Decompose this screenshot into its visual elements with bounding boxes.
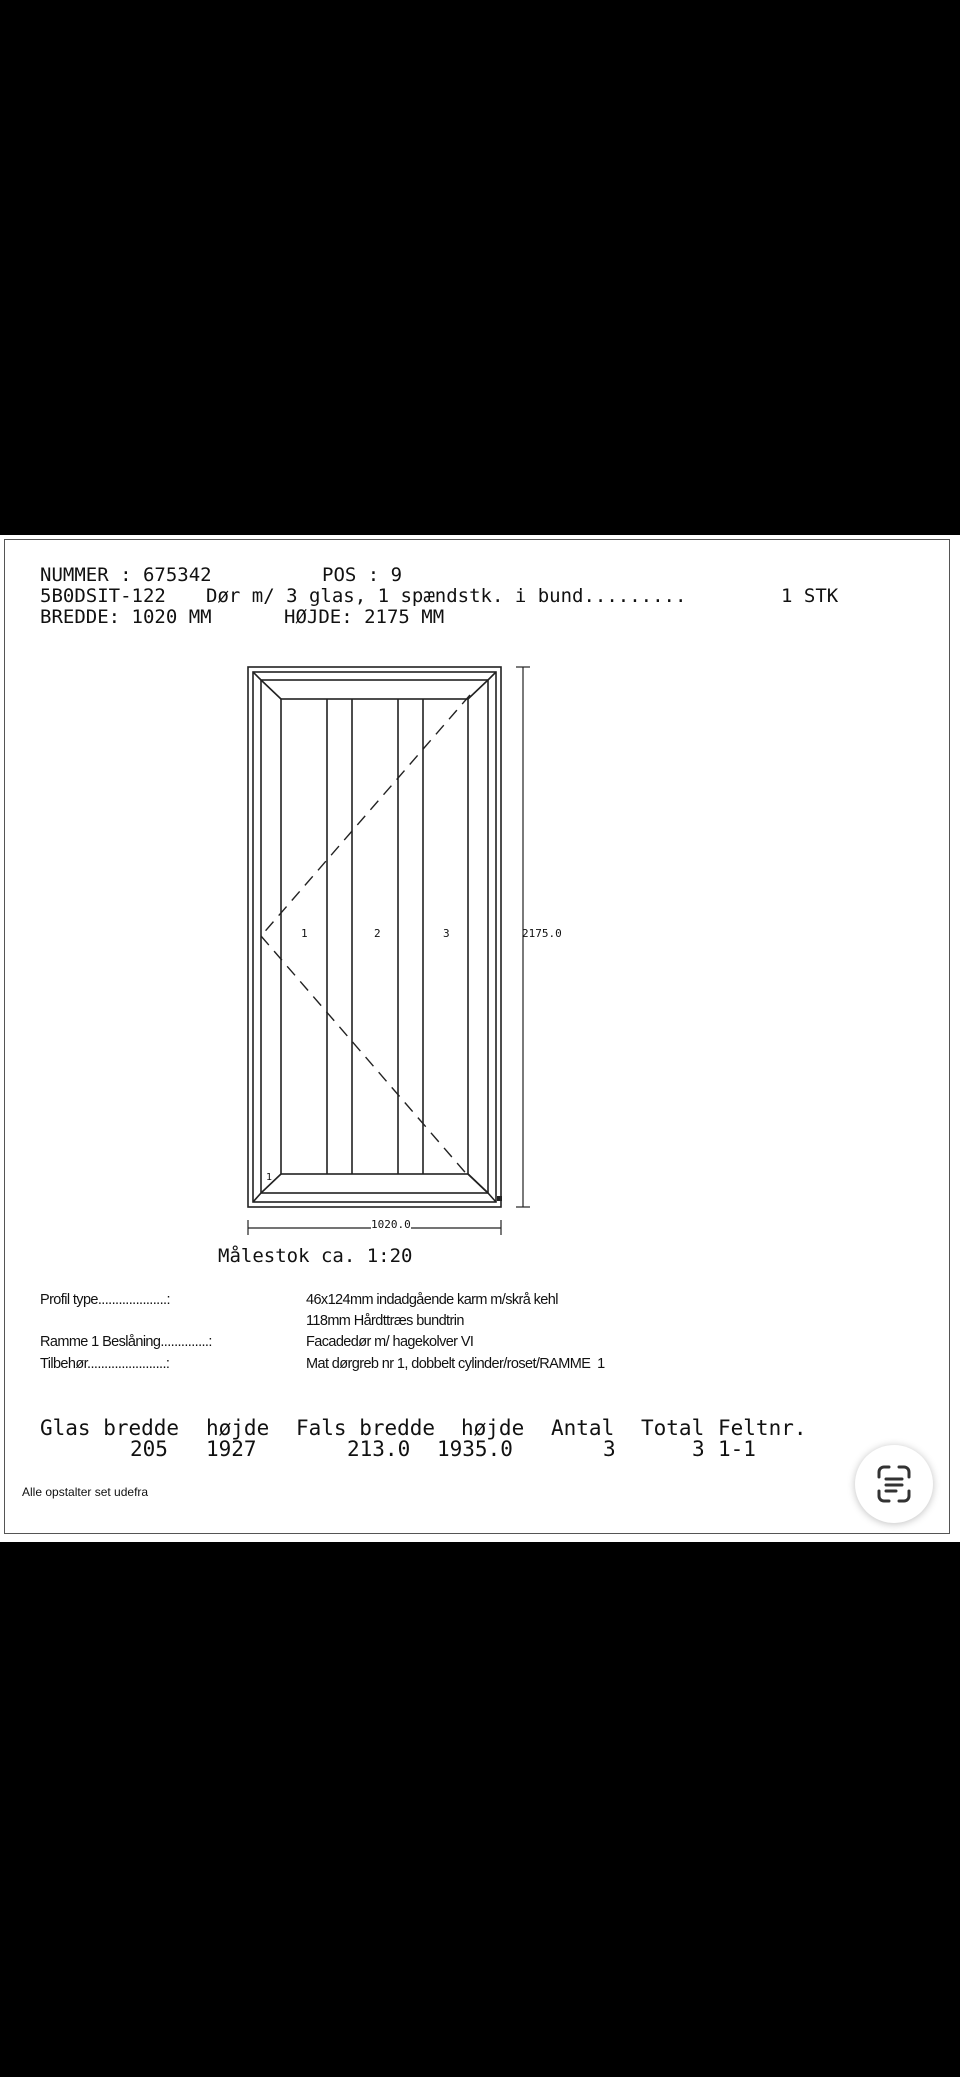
- product-code: 5B0DSIT-122: [40, 585, 166, 607]
- width-dimension: 1020.0: [371, 1218, 411, 1231]
- cell-fals-hojde: 1935.0: [437, 1437, 513, 1461]
- col-glas-bredde: Glas bredde: [40, 1416, 180, 1440]
- cell-antal: 3: [603, 1437, 616, 1461]
- pos-field: POS : 9: [322, 564, 403, 586]
- spec-value-accessories: Mat dørgreb nr 1, dobbelt cylinder/roset/RAMME 1: [306, 1356, 605, 1372]
- header-line-1: NUMMER : 675342: [40, 564, 212, 586]
- panel-label-1: 1: [301, 927, 308, 940]
- height-dimension: 2175.0: [522, 927, 562, 940]
- cell-total: 3: [692, 1437, 705, 1461]
- spec-label-profile: Profil type....................:: [40, 1292, 170, 1308]
- scale-label: Målestok ca. 1:20: [218, 1245, 413, 1267]
- order-number: 675342: [142, 564, 212, 586]
- col-fals-bredde: Fals bredde: [296, 1416, 436, 1440]
- cell-feltnr: 1-1: [718, 1437, 756, 1461]
- sash-label: 1: [266, 1172, 273, 1183]
- col-total: Total: [641, 1416, 705, 1440]
- spec-value-hardware: Facadedør m/ hagekolver VI: [306, 1334, 474, 1350]
- col-hojde: højde: [206, 1416, 270, 1440]
- spec-value-profile: 46x124mm indadgående karm m/skrå kehl: [306, 1292, 558, 1308]
- height-field: HØJDE: 2175 MM: [284, 606, 445, 628]
- col-feltnr: Feltnr.: [718, 1416, 807, 1440]
- spec-label-hardware: Ramme 1 Beslåning..............:: [40, 1334, 212, 1350]
- spec-label-accessories: Tilbehør.......................:: [40, 1356, 170, 1372]
- text-scan-icon: [855, 1445, 933, 1523]
- col-fals-hojde: højde: [461, 1416, 525, 1440]
- cell-hojde: 1927: [206, 1437, 257, 1461]
- quantity: 1 STK: [781, 585, 839, 607]
- text-scan-button[interactable]: [855, 1445, 933, 1523]
- product-description: Dør m/ 3 glas, 1 spændstk. i bund.........: [206, 585, 687, 607]
- opening-indicator: [261, 695, 470, 1178]
- panel-label-2: 2: [374, 927, 381, 940]
- cell-fals-bredde: 213.0: [347, 1437, 411, 1461]
- footer-note: Alle opstalter set udefra: [22, 1485, 149, 1499]
- width-field: BREDDE: 1020 MM: [40, 606, 212, 628]
- panel-label-3: 3: [443, 927, 450, 940]
- cell-glas-bredde: 205: [130, 1437, 168, 1461]
- spec-value-bottom: 118mm Hårdttræs bundtrin: [306, 1313, 464, 1329]
- col-antal: Antal: [551, 1416, 615, 1440]
